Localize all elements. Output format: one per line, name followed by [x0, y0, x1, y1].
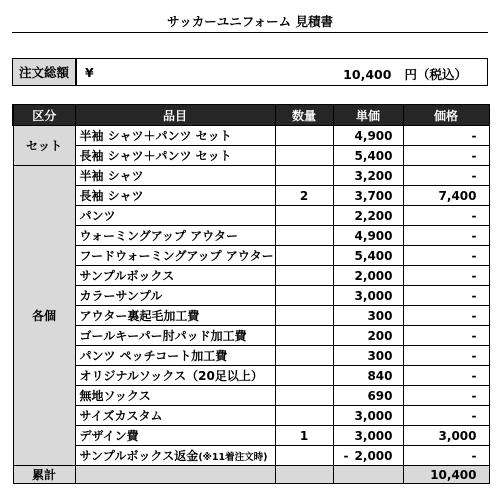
document-title: サッカーユニフォーム 見積書 [167, 14, 333, 29]
unit-price-cell: 3,000 [333, 406, 403, 426]
item-cell[interactable]: 長袖 シャツ [75, 186, 275, 206]
category-cell-set: セット [13, 126, 75, 166]
qty-cell[interactable] [275, 306, 333, 326]
table-row [13, 206, 489, 226]
qty-cell[interactable] [275, 226, 333, 246]
unit-price-cell: 5,400 [333, 146, 403, 166]
table-row [13, 306, 489, 326]
order-total-number: 10,400 [343, 67, 392, 82]
unit-price-cell: 4,900 [333, 126, 403, 146]
item-cell[interactable]: サイズカスタム [75, 406, 275, 426]
table-row [13, 146, 489, 166]
price-cell: 7,400 [403, 186, 489, 206]
table-header-row [13, 105, 489, 126]
qty-cell[interactable] [275, 366, 333, 386]
table-row [13, 226, 489, 246]
price-cell: - [403, 386, 489, 406]
qty-cell[interactable] [275, 246, 333, 266]
price-cell: - [403, 346, 489, 366]
price-cell: 3,000 [403, 426, 489, 446]
header-qty: 数量 [275, 105, 333, 126]
unit-price-cell: 3,200 [333, 166, 403, 186]
sum-empty-cell [333, 466, 403, 484]
qty-cell[interactable] [275, 406, 333, 426]
order-total-amount [343, 65, 467, 83]
unit-price-cell: 3,700 [333, 186, 403, 206]
unit-price-cell: 300 [333, 306, 403, 326]
unit-price-cell: 4,900 [333, 226, 403, 246]
item-cell[interactable]: ウォーミングアップ アウター [75, 226, 275, 246]
unit-price-cell: 300 [333, 346, 403, 366]
price-cell: - [403, 306, 489, 326]
price-cell: - [403, 326, 489, 346]
table-row [13, 406, 489, 426]
qty-cell[interactable] [275, 386, 333, 406]
qty-cell[interactable]: 2 [275, 186, 333, 206]
table-row [13, 366, 489, 386]
sum-empty-cell [275, 466, 333, 484]
price-cell: - [403, 406, 489, 426]
price-cell: - [403, 146, 489, 166]
currency-symbol: ¥ [85, 65, 94, 80]
order-total-label: 注文総額 [13, 59, 77, 86]
qty-cell[interactable]: 1 [275, 426, 333, 446]
qty-cell[interactable] [275, 166, 333, 186]
header-price: 価格 [403, 105, 489, 126]
table-row [13, 126, 489, 146]
item-cell[interactable]: 半袖 シャツ [75, 166, 275, 186]
header-category: 区分 [13, 105, 75, 126]
unit-price-cell: 3,000 [333, 426, 403, 446]
qty-cell[interactable] [275, 266, 333, 286]
qty-cell[interactable] [275, 146, 333, 166]
item-cell[interactable]: 無地ソックス [75, 386, 275, 406]
item-cell[interactable]: フードウォーミングアップ アウター [75, 246, 275, 266]
sum-row [13, 466, 489, 484]
negative-sign: - [343, 448, 349, 463]
qty-cell[interactable] [275, 126, 333, 146]
unit-price-cell: 5,400 [333, 246, 403, 266]
item-cell[interactable]: パンツ ペッチコート加工費 [75, 346, 275, 366]
order-total-unit: 円（税込） [404, 67, 467, 82]
sum-label: 累計 [13, 466, 75, 484]
table-row [13, 246, 489, 266]
item-cell[interactable] [75, 446, 275, 466]
order-total-box [12, 58, 488, 86]
quote-table [12, 104, 490, 484]
qty-cell[interactable] [275, 446, 333, 466]
category-cell-individual: 各個 [13, 166, 75, 466]
table-row [13, 426, 489, 446]
header-item: 品目 [75, 105, 275, 126]
item-cell[interactable]: ゴールキーパー肘パッド加工費 [75, 326, 275, 346]
price-cell: - [403, 246, 489, 266]
qty-cell[interactable] [275, 286, 333, 306]
item-cell[interactable]: デザイン費 [75, 426, 275, 446]
header-unit-price: 単価 [333, 105, 403, 126]
qty-cell[interactable] [275, 326, 333, 346]
item-cell[interactable]: アウター裏起毛加工費 [75, 306, 275, 326]
qty-cell[interactable] [275, 206, 333, 226]
unit-price-cell [333, 446, 403, 466]
item-cell[interactable]: パンツ [75, 206, 275, 226]
table-row [13, 266, 489, 286]
price-cell: - [403, 366, 489, 386]
table-row [13, 346, 489, 366]
table-row [13, 446, 489, 466]
table-row [13, 386, 489, 406]
price-cell: - [403, 286, 489, 306]
item-label: サンプルボックス返金 [79, 449, 199, 463]
item-cell[interactable]: オリジナルソックス（20足以上） [75, 366, 275, 386]
qty-cell[interactable] [275, 346, 333, 366]
price-cell: - [403, 446, 489, 466]
table-row [13, 286, 489, 306]
item-cell[interactable]: サンプルボックス [75, 266, 275, 286]
price-cell: - [403, 166, 489, 186]
price-cell: - [403, 126, 489, 146]
table-row [13, 166, 489, 186]
title-underline [12, 32, 488, 33]
item-cell[interactable]: カラーサンプル [75, 286, 275, 306]
price-cell: - [403, 266, 489, 286]
unit-price-cell: 200 [333, 326, 403, 346]
unit-price-cell: 2,000 [333, 266, 403, 286]
unit-price-cell: 840 [333, 366, 403, 386]
item-note: (※11着注文時) [198, 452, 268, 463]
unit-price-cell: 690 [333, 386, 403, 406]
sum-value: 10,400 [403, 466, 489, 484]
table-row [13, 326, 489, 346]
price-cell: - [403, 206, 489, 226]
item-cell[interactable]: 長袖 シャツ＋パンツ セット [75, 146, 275, 166]
item-cell[interactable]: 半袖 シャツ＋パンツ セット [75, 126, 275, 146]
unit-price-cell: 2,200 [333, 206, 403, 226]
unit-price-value: 2,000 [354, 448, 393, 463]
price-cell: - [403, 226, 489, 246]
order-total-value-cell [76, 59, 488, 86]
sum-empty-cell [75, 466, 275, 484]
table-row [13, 186, 489, 206]
unit-price-cell: 3,000 [333, 286, 403, 306]
